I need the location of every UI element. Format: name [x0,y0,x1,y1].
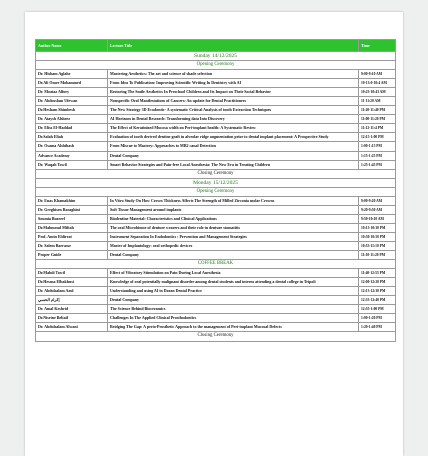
session-heading: Closing Ceremony [36,169,396,178]
lecture-title-cell: Restoring The Smile Aesthetics In Preschool Children and Its Impact on Their Social Behavior [108,88,359,97]
lecture-title-cell: The Science Behind Bioceramics [108,305,359,314]
table-row [36,269,396,278]
author-cell: Advance Academy [36,151,108,160]
time-cell: 12:00-12:20 PM [359,278,396,287]
day-heading-row [36,178,396,187]
time-cell: 1:20-1:40 PM [359,323,396,332]
session-heading-row [36,187,396,196]
author-cell: Dr.Ali Omer Mohammed [36,79,108,88]
author-cell: إكرام الحسي [36,296,108,305]
time-cell: 1:25-1:45 PM [359,160,396,169]
lecture-title-cell: The New Strategy 3D Ecodontic- A systematic Critical Analysis of tooth Extraction Techniques [108,106,359,115]
lecture-title-cell: Understanding and using AI in Daran Dental Practice [108,287,359,296]
header-row [36,40,396,52]
table-row [36,214,396,223]
author-cell: Dr. Greghisen Baraghini [36,205,108,214]
lecture-title-cell: In Vitro Study On How Crown Thickness Affects The Strength of Milled Zirconia molar Crowns [108,196,359,205]
time-cell: 11:10-11:20 PM [359,251,396,260]
lecture-title-cell: Instrument Separation In Endodontics : Prevention and Management Strategies [108,232,359,241]
lecture-title-cell: Effect of Vibratory Stimulation on Pain During Local Anesthesia [108,269,359,278]
session-heading-row [36,260,396,269]
table-row [36,106,396,115]
author-cell: Dr.Salah Eliah [36,133,108,142]
lecture-title-cell: Knowledge of oral potentially malignant disorder among dental students and interns attending a dental college in Tripoli [108,278,359,287]
lecture-title-cell: Dental Company [108,251,359,260]
table-row [36,97,396,106]
table-row [36,223,396,232]
time-cell: 10-13:0-10:4 AM [359,79,396,88]
author-cell: Dr. Waqah Towil [36,160,108,169]
session-heading-row [36,61,396,70]
day-heading: Monday 15/12/2025 [36,178,396,187]
table-row [36,88,396,97]
header-time: Time [359,40,396,52]
author-cell: Dr.Hesham Shimbesh [36,106,108,115]
header-title: Lecture Title [108,40,359,52]
table-row [36,205,396,214]
time-cell: 10:23-10:43 AM [359,88,396,97]
table-row [36,142,396,151]
time-cell: 12:55-1:00 PM [359,305,396,314]
author-cell: Proper Guide [36,251,108,260]
table-row [36,287,396,296]
table-row [36,232,396,241]
time-cell: 12:13-12:30 PM [359,287,396,296]
lecture-title-cell: Master of Implantology: oral orthopedic devices [108,241,359,250]
author-cell: Dr. Hisham Aglahe [36,70,108,79]
author-cell: Dr. Amal Keshrid [36,305,108,314]
lecture-title-cell: Bridging The Gap: A perio-Prosthetic Approach to the management of Peri-implant Mucosal Defects [108,323,359,332]
lecture-title-cell: The Effect of Keratinized Mucosa width on Peri-implant health: A Systematic Review [108,124,359,133]
author-cell: Dr. Ataysh Alsheez [36,115,108,124]
author-cell: Dr. Osama Alshibash [36,142,108,151]
lecture-title-cell: From Idea To Publication: Improving Scientific Writing In Dentistry with AI [108,79,359,88]
day-heading-row [36,52,396,61]
time-cell: 11:00-11:20 PM [359,115,396,124]
lecture-title-cell: From Miscue to Mastery: Approaches to MB2 canal Detection [108,142,359,151]
document-page [25,12,403,456]
time-cell: 11-11:20 AM [359,97,396,106]
schedule-body [36,52,396,342]
table-row [36,160,396,169]
lecture-title-cell: Dental Company [108,151,359,160]
lecture-title-cell: Challenges In The Applied Clinical Prosthodontics [108,314,359,323]
time-cell: 9:50-10:10 AM [359,214,396,223]
author-cell: Dr. Moataz Alfoey [36,88,108,97]
lecture-title-cell: Evaluation of tooth derived dentine graft in alveolar ridge augmentation prior to dental implant placement: A Prospective Study [108,133,359,142]
time-cell: 11:20-11:40 PM [359,106,396,115]
schedule-table [35,39,396,342]
author-cell: Dr. Abdulsalam Azul [36,287,108,296]
time-cell: 10:53-11:10 PM [359,241,396,250]
table-row [36,314,396,323]
time-cell: 11:40-12:55 PM [359,269,396,278]
author-cell: Prof. Amin Eldirrat [36,232,108,241]
closing-row [36,332,396,341]
session-heading: Opening Ceremony [36,61,396,70]
time-cell: 9:20-9:50 AM [359,205,396,214]
author-cell: Dr. Salem Barrasse [36,241,108,250]
time-cell: 10:30-10:50 PM [359,232,396,241]
author-cell: Dr.Mahdi Towil [36,269,108,278]
session-heading: COFFEE BREAK [36,260,396,269]
table-row [36,323,396,332]
table-row [36,278,396,287]
day-heading: Sunday 14/12/2025 [36,52,396,61]
table-row [36,296,396,305]
header-author: Author Name [36,40,108,52]
table-row [36,251,396,260]
table-row [36,79,396,88]
lecture-title-cell: Dental Company [108,296,359,305]
lecture-title-cell: The oral Microbiome of denture wearers and their role in denture stomatitis [108,223,359,232]
time-cell: 11:12-11:4 PM [359,124,396,133]
closing-row [36,169,396,178]
session-heading: Opening Ceremony [36,187,396,196]
time-cell: 1:15-1:25 PM [359,151,396,160]
lecture-title-cell: Biodentine Material: Characteristics and Clinical Applications [108,214,359,223]
author-cell: Dr.Hessna Elbakhusi [36,278,108,287]
author-cell: Dr.Nisrine Beltaif [36,314,108,323]
author-cell: Dr. Abdulsalam Alwani [36,323,108,332]
table-row [36,241,396,250]
time-cell: 1:00-1:15 PM [359,142,396,151]
author-cell: Dr. Abdusslam Ufewan [36,97,108,106]
session-heading: Closing Ceremony [36,332,396,341]
time-cell: 12:33-12:40 PM [359,296,396,305]
table-row [36,305,396,314]
author-cell: Dr. Enas Khamakhim [36,196,108,205]
table-row [36,196,396,205]
lecture-title-cell: Mastering Aesthetics: The art and science of shade selection [108,70,359,79]
table-row [36,115,396,124]
lecture-title-cell: Nonspecific Oral Manifestations of Cancers: An update for Dental Practitioners [108,97,359,106]
table-row [36,124,396,133]
time-cell: 1:00-1:20 PM [359,314,396,323]
table-row [36,133,396,142]
time-cell: 9:00-9:10 AM [359,70,396,79]
lecture-title-cell: AI Horizons in Dental Research: Transforming data Into Discovery [108,115,359,124]
author-cell: Soumia Buzreel [36,214,108,223]
time-cell: 9:00-9:20 AM [359,196,396,205]
author-cell: Dr. Eliss El-Haddad [36,124,108,133]
lecture-title-cell: Smart Behavior Strategies and Pain-free Local Anesthesia: The New Era in Treating Children [108,160,359,169]
time-cell: 12:15-1:00 PM [359,133,396,142]
table-row [36,70,396,79]
lecture-title-cell: Soft Tissue Management around implants [108,205,359,214]
author-cell: Dr.Mahmoud Miftah [36,223,108,232]
time-cell: 10:13-10:30 PM [359,223,396,232]
table-row [36,151,396,160]
